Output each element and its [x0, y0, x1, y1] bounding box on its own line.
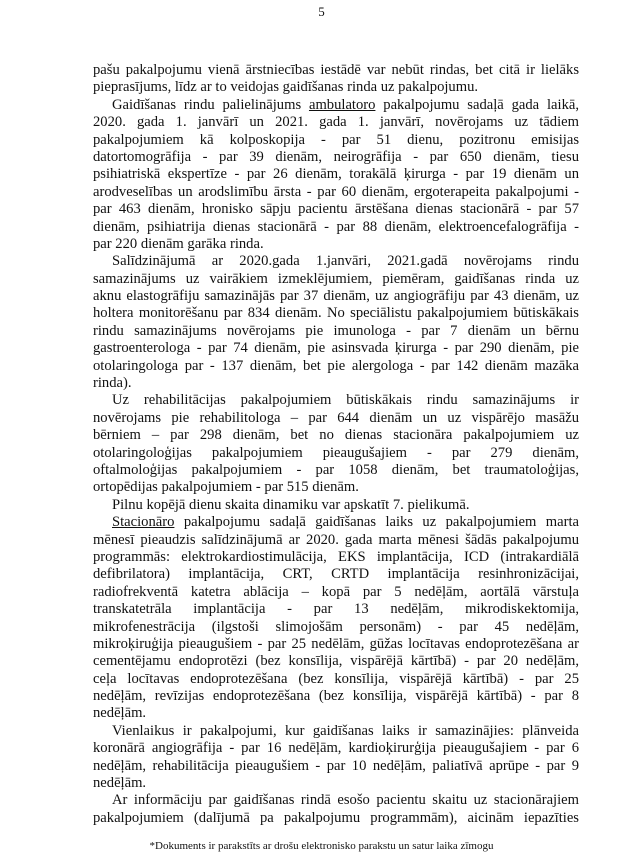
text-line: nedēļām.	[93, 705, 147, 722]
paragraph	[93, 792, 579, 827]
text-line: par 463 dienām, hronisko sāpju pacientu ārstēšana dienas stacionārā - par 57	[93, 201, 579, 218]
text-line: novērojams pie rehabilitologa – par 644 dienām un uz vispārējo masāžu	[93, 409, 579, 426]
underlined-term: Stacionāro	[112, 514, 175, 531]
text-line: Stacionāro pakalpojumu sadaļā gaidīšanas laiks uz pakalpojumiem marta	[112, 514, 579, 531]
text-line: aknu elastogrāfiju samazinājās par 37 dienām, uz angiogrāfiju par 43 dienām, uz	[93, 288, 579, 305]
text-line: oftalmoloģijas pakalpojumiem - par 1058 dienām, bet traumatoloģijas,	[93, 461, 579, 478]
text-line: dienām, psihiatrija dienas stacionārā - par 88 dienām, elektroencefalogrāfija -	[93, 218, 579, 235]
text-line: nedēļām, revīzijas endoprotezēšana (bez konsīlija, vispārējā kārtībā) - par 8	[93, 688, 579, 705]
text-line: radiofrekventā katetra ablācija – kopā par 5 nedēļām, aortālā vārstuļa	[93, 583, 579, 600]
text-line: mikroķiruģija pieaugušiem - par 25 nedēlām, gūžas locītavas endoprotezēšana ar	[93, 635, 579, 652]
text-line: programmās: elektrokardiostimulācija, EKS implantācija, ICD (intrakardiālā	[93, 548, 579, 565]
text-line: Uz rehabilitācijas pakalpojumiem būtiskākais rindu samazinājums ir	[112, 392, 579, 409]
text-line: samazinājums uz vairākiem izmeklējumiem, piemēram, gaidīšanas rinda uz	[93, 270, 579, 287]
signature-footnote: *Dokuments ir parakstīts ar drošu elektronisko parakstu un satur laika zīmogu	[149, 840, 494, 852]
text-line: Ar informāciju par gaidīšanas rindā esošo pacientu skaitu uz stacionārajiem	[112, 792, 579, 809]
text-line: Salīdzinājumā ar 2020.gada 1.janvāri, 2021.gadā novērojams rindu	[112, 253, 579, 270]
text-line: arodveselības un arodslimību ārsta - par 60 dienām, ergoterapeita pakalpojumi -	[93, 183, 579, 200]
text-line: otolaringoloģijas pakalpojumiem pieaugušajiem - par 279 dienām,	[93, 444, 579, 461]
text-line: Pilnu kopējā dienu skaita dinamiku var apskatīt 7. pielikumā.	[112, 496, 470, 513]
text-line: Gaidīšanas rindu palielinājums ambulatoro pakalpojumu sadaļā gada laikā,	[112, 96, 579, 113]
document-body	[93, 62, 579, 827]
paragraph	[93, 62, 579, 97]
text-line: bērniem – par 298 dienām, bet no dienas stacionāra pakalpojumiem uz	[93, 427, 579, 444]
text-line: rindu samazinājums novērojams pie imunologa - par 7 dienām un bērnu	[93, 322, 579, 339]
text-line: gastroenterologa - par 74 dienām, pie asinsvada ķirurga - par 290 dienām, pie	[93, 340, 579, 357]
text-line: datortomogrāfija - par 39 dienām, neirogrāfija - par 650 dienām, tiesu	[93, 148, 579, 165]
paragraph	[93, 497, 579, 514]
paragraph	[93, 514, 579, 723]
text-line: transkatetrāla implantācija - par 13 nedēļām, mikrodiskektomija,	[93, 601, 579, 618]
paragraph	[93, 723, 579, 793]
text-line: defibrilatora) implantācija, CRT, CRTD implantācija resinhronizācijai,	[93, 566, 579, 583]
text-line: otolaringologa par - 137 dienām, bet pie alergologa - par 142 dienām mazāka	[93, 357, 579, 374]
text-line: pakalpojumiem (dalījumā pa pakalpojumu programmām), aicinām iepazīties	[93, 809, 579, 826]
text-line: par 220 dienām garāka rinda.	[93, 235, 264, 252]
paragraph	[93, 392, 579, 496]
text-line: ortopēdijas pakalpojumiem - par 515 dienām.	[93, 479, 359, 496]
text-line: nedēļām.	[93, 775, 147, 792]
paragraph	[93, 97, 579, 254]
text-line: rinda).	[93, 375, 132, 392]
text-line: pakalpojumiem kā kolposkopija - par 51 dienu, pozitronu emisijas	[93, 131, 579, 148]
underlined-term: ambulatoro	[308, 96, 376, 113]
text-line: psihiatriskā ekspertīze - par 26 dienām, torakālā ķirurga - par 19 dienām un	[93, 166, 579, 183]
page-number: 5	[318, 4, 325, 19]
text-line: pašu pakalpojumu vienā ārstniecības iestādē var nebūt rindas, bet citā ir lielāks	[93, 62, 579, 78]
text-line: mēnesī pieaudzis salīdzinājumā ar 2020. gada marta mēnesi šādās pakalpojumu	[93, 531, 579, 548]
text-line: holtera monitorēšanu par 834 dienām. No speciālistu pakalpojumiem būtiskākais	[93, 305, 579, 322]
text-line: mikrofenestrācija (ilgstoši slimojošām personām) - par 45 nedēļām,	[93, 618, 579, 635]
text-line: cementējamu endoprotēzi (bez konsīlija, vispārējā kārtībā) - par 20 nedēļām,	[93, 653, 579, 670]
text-line: Vienlaikus ir pakalpojumi, kur gaidīšanas laiks ir samazinājies: plānveida	[112, 722, 579, 739]
text-line: koronārā angiogrāfija - par 16 nedēļām, kardioķirurģija pieaugušajiem - par 6	[93, 740, 579, 757]
text-line: ceļa locītavas endoprotezēšana (bez konsīlija, vispārējā kārtībā) - par 25	[93, 670, 579, 687]
text-line: 2020. gada 1. janvārī un 2021. gada 1. janvārī, novērojams uz tādiem	[93, 114, 579, 131]
text-line: pieprasījums, līdz ar to veidojas gaidīšanas rinda uz pakalpojumu.	[93, 79, 479, 96]
text-line: nedēļām, rehabilitācija pieaugušiem - par 10 nedēļām, paliatīvā aprūpe - par 9	[93, 757, 579, 774]
paragraph	[93, 253, 579, 392]
